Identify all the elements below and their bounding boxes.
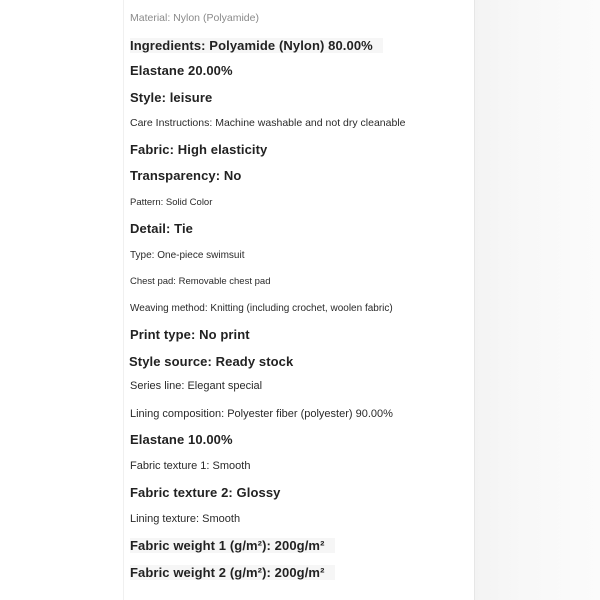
spec-weaving-method: Weaving method: Knitting (including crochet, woolen fabric) xyxy=(130,303,393,314)
spec-ingredients: Ingredients: Polyamide (Nylon) 80.00% xyxy=(130,38,383,53)
bottom-edge xyxy=(124,592,474,600)
spec-fabric-texture-2: Fabric texture 2: Glossy xyxy=(130,485,281,500)
spec-series-line: Series line: Elegant special xyxy=(130,380,263,392)
spec-lining-composition: Lining composition: Polyester fiber (polyester) 90.00% xyxy=(130,408,393,420)
spec-print-type: Print type: No print xyxy=(130,327,250,342)
spec-fabric-weight-2: Fabric weight 2 (g/m²): 200g/m² xyxy=(130,565,335,580)
spec-fabric: Fabric: High elasticity xyxy=(130,142,268,157)
spec-chest-pad: Chest pad: Removable chest pad xyxy=(130,276,271,287)
spec-care-instructions: Care Instructions: Machine washable and not dry cleanable xyxy=(130,117,406,129)
spec-lining-elastane: Elastane 10.00% xyxy=(130,432,233,447)
spec-material: Material: Nylon (Polyamide) xyxy=(130,12,259,24)
spec-pattern: Pattern: Solid Color xyxy=(130,197,213,208)
spec-transparency: Transparency: No xyxy=(130,168,242,183)
spec-fabric-texture-1: Fabric texture 1: Smooth xyxy=(130,460,251,472)
spec-detail: Detail: Tie xyxy=(130,221,193,236)
spec-type: Type: One-piece swimsuit xyxy=(130,250,245,261)
background-area xyxy=(474,0,600,600)
spec-style: Style: leisure xyxy=(130,90,213,105)
spec-lining-texture: Lining texture: Smooth xyxy=(130,513,241,525)
spec-style-source: Style source: Ready stock xyxy=(129,354,294,369)
spec-elastane: Elastane 20.00% xyxy=(130,63,233,78)
spec-fabric-weight-1: Fabric weight 1 (g/m²): 200g/m² xyxy=(130,538,335,553)
